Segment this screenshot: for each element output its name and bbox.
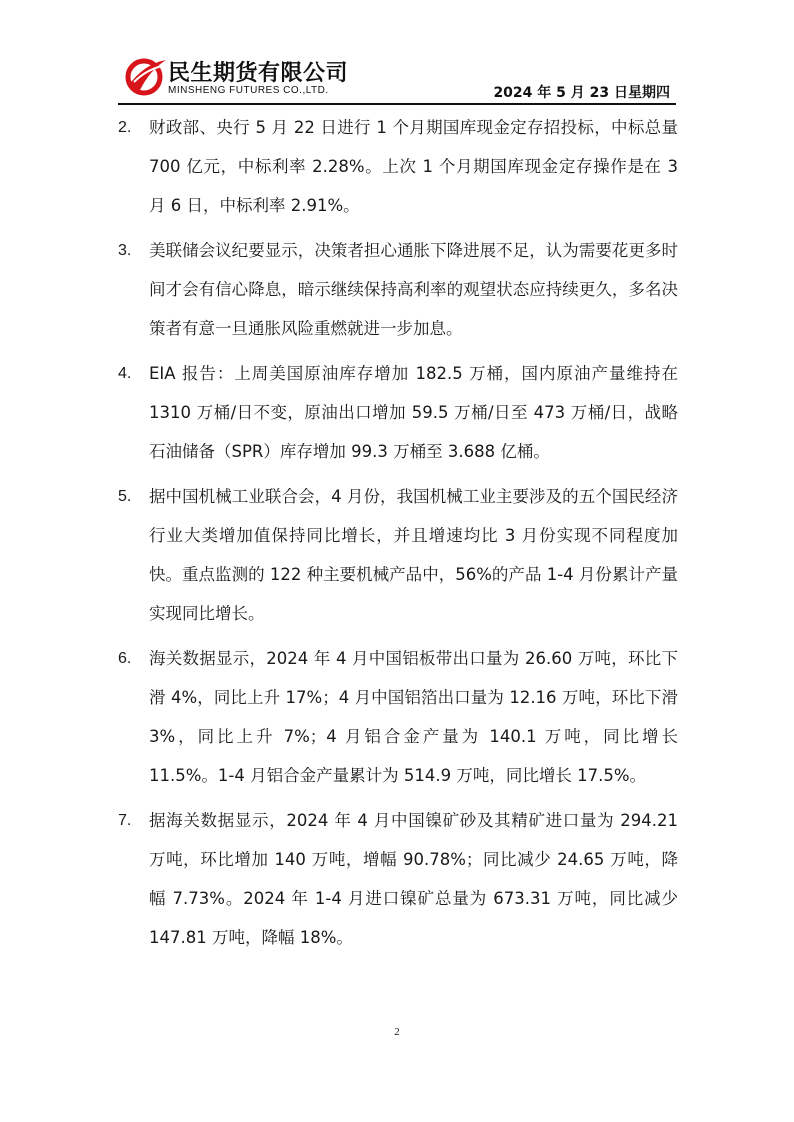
item-number: 6. <box>118 650 132 667</box>
item-number: 7. <box>118 812 132 829</box>
item-text: 财政部、央行 5 月 22 日进行 1 个月期国库现金定存招投标，中标总量 700 亿元，中标利率 2.28%。上次 1 个月期国库现金定存操作是在 3 月 6 日，中标利率 2.91%。 <box>149 118 678 215</box>
item-number: 4. <box>118 365 132 382</box>
item-number: 2. <box>118 119 132 136</box>
minsheng-logo-icon <box>124 56 168 96</box>
news-item <box>118 108 678 225</box>
news-item <box>118 231 678 348</box>
header-divider <box>118 103 676 105</box>
item-text: 据海关数据显示，2024 年 4 月中国镍矿砂及其精矿进口量为 294.21 万吨，环比增加 140 万吨，增幅 90.78%；同比减少 24.65 万吨，降幅 7.73%。2024 年 1-4 月进口镍矿总量为 673.31 万吨，同比减少 147.81 万吨，降幅 18%。 <box>149 811 678 947</box>
news-item <box>118 801 678 957</box>
news-item <box>118 354 678 471</box>
report-date: 2024 年 5 月 23 日星期四 <box>493 85 670 101</box>
item-text: 据中国机械工业联合会，4 月份，我国机械工业主要涉及的五个国民经济行业大类增加值保持同比增长，并且增速均比 3 月份实现不同程度加快。重点监测的 122 种主要机械产品中，56%的产品 1-4 月份累计产量实现同比增长。 <box>149 487 678 623</box>
page-header <box>118 52 676 104</box>
item-text: EIA 报告：上周美国原油库存增加 182.5 万桶，国内原油产量维持在 1310 万桶/日不变，原油出口增加 59.5 万桶/日至 473 万桶/日，战略石油储备（SPR）库存增加 99.3 万桶至 3.688 亿桶。 <box>149 364 678 461</box>
item-number: 3. <box>118 242 132 259</box>
company-name-cn: 民生期货有限公司 <box>168 61 349 86</box>
company-name-en: MINSHENG FUTURES CO.,LTD. <box>168 85 329 96</box>
item-text: 海关数据显示，2024 年 4 月中国铝板带出口量为 26.60 万吨，环比下滑 4%，同比上升 17%；4 月中国铝箔出口量为 12.16 万吨，环比下滑 3%，同比上升 7%；4 月铝合金产量为 140.1 万吨，同比增长 11.5%。1-4 月铝合金产量累计为 514.9 万吨，同比增长 17.5%。 <box>149 649 678 785</box>
news-item <box>118 639 678 795</box>
item-number: 5. <box>118 488 132 505</box>
news-item <box>118 477 678 633</box>
page-number: 2 <box>394 1026 400 1038</box>
item-text: 美联储会议纪要显示，决策者担心通胀下降进展不足，认为需要花更多时间才会有信心降息，暗示继续保持高利率的观望状态应持续更久，多名决策者有意一旦通胀风险重燃就进一步加息。 <box>149 241 678 338</box>
news-list <box>118 108 678 963</box>
